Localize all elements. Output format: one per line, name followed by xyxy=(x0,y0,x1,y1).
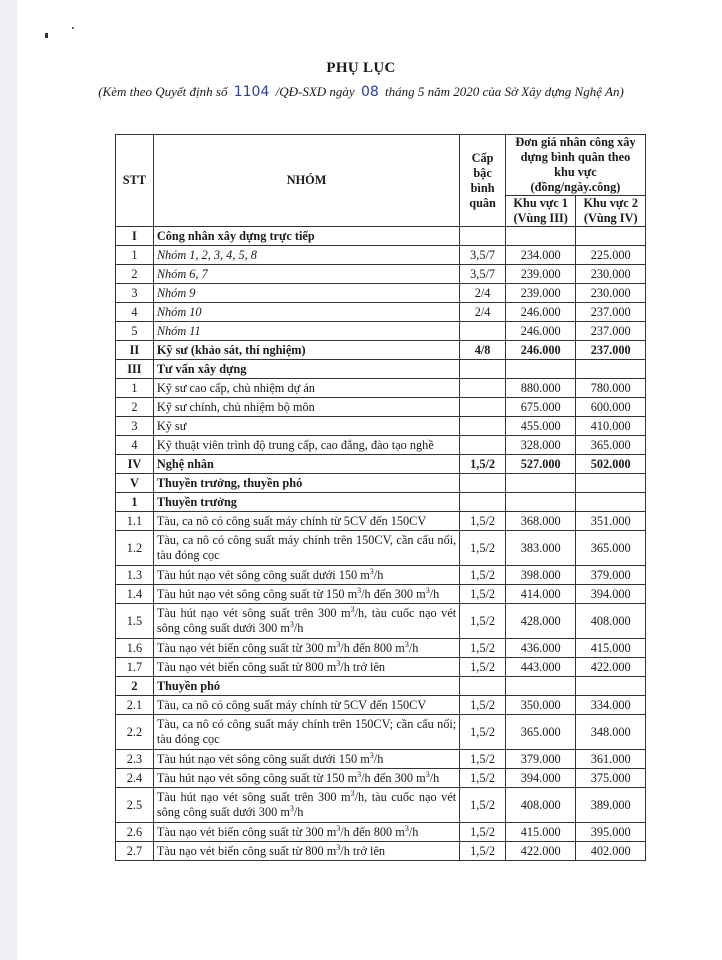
row-region-1-price: 414.000 xyxy=(505,585,576,604)
row-region-1-price: 246.000 xyxy=(505,341,576,360)
row-region-2-price: 230.000 xyxy=(576,265,646,284)
row-region-2-price: 365.000 xyxy=(576,531,646,566)
row-stt: III xyxy=(116,360,154,379)
row-stt: 1.4 xyxy=(116,585,154,604)
table-body xyxy=(116,227,646,861)
row-grade: 1,5/2 xyxy=(460,750,506,769)
row-name: Tàu hút nạo vét sông suất trên 300 $m^3/h$, tàu cuốc nạo vét sông công suất dưới 300 $m^3/h$ xyxy=(153,788,459,823)
row-region-1-price: 455.000 xyxy=(505,417,576,436)
row-name: Kỹ sư chính, chủ nhiệm bộ môn xyxy=(153,398,459,417)
row-region-1-price: 239.000 xyxy=(505,265,576,284)
table-row xyxy=(116,750,646,769)
row-grade xyxy=(460,493,506,512)
row-stt: 1.5 xyxy=(116,604,154,639)
page-left-margin xyxy=(0,0,17,960)
row-stt: 1 xyxy=(116,493,154,512)
row-stt: 1.3 xyxy=(116,566,154,585)
row-grade: 1,5/2 xyxy=(460,842,506,861)
table-row xyxy=(116,474,646,493)
table-row xyxy=(116,493,646,512)
table-row xyxy=(116,604,646,639)
table-row xyxy=(116,696,646,715)
row-region-1-price: 428.000 xyxy=(505,604,576,639)
row-name: Nhóm 11 xyxy=(153,322,459,341)
row-name: Tư vấn xây dựng xyxy=(153,360,459,379)
table-row xyxy=(116,341,646,360)
row-region-2-price: 237.000 xyxy=(576,303,646,322)
row-region-2-price: 361.000 xyxy=(576,750,646,769)
row-grade: 1,5/2 xyxy=(460,604,506,639)
row-grade: 1,5/2 xyxy=(460,531,506,566)
row-region-1-price: 443.000 xyxy=(505,658,576,677)
table-row xyxy=(116,284,646,303)
row-region-1-price: 383.000 xyxy=(505,531,576,566)
row-region-2-price: 410.000 xyxy=(576,417,646,436)
row-region-1-price: 368.000 xyxy=(505,512,576,531)
row-region-2-price: 394.000 xyxy=(576,585,646,604)
row-name: Thuyền phó xyxy=(153,677,459,696)
header-region-1: Khu vực 1 (Vùng III) xyxy=(505,196,576,227)
row-grade: 3,5/7 xyxy=(460,265,506,284)
table-row xyxy=(116,566,646,585)
row-region-1-price: 246.000 xyxy=(505,303,576,322)
row-region-2-price: 348.000 xyxy=(576,715,646,750)
row-grade xyxy=(460,417,506,436)
table-row xyxy=(116,360,646,379)
table-row xyxy=(116,823,646,842)
table-row xyxy=(116,455,646,474)
row-name: Thuyền trưởng xyxy=(153,493,459,512)
row-grade xyxy=(460,436,506,455)
row-name: Tàu nạo vét biển công suất từ 800 $m^3/h$ trở lên xyxy=(153,842,459,861)
table-row xyxy=(116,322,646,341)
row-region-2-price xyxy=(576,493,646,512)
row-grade: 3,5/7 xyxy=(460,246,506,265)
row-region-1-price: 239.000 xyxy=(505,284,576,303)
table-row xyxy=(116,531,646,566)
row-region-2-price: 237.000 xyxy=(576,322,646,341)
row-stt: 2.5 xyxy=(116,788,154,823)
row-grade xyxy=(460,398,506,417)
row-name: Nhóm 9 xyxy=(153,284,459,303)
row-grade: 1,5/2 xyxy=(460,512,506,531)
row-stt: 2 xyxy=(116,398,154,417)
row-name: Tàu hút nạo vét sông công suất dưới 150 $m^3/h$ xyxy=(153,566,459,585)
row-name: Nhóm 10 xyxy=(153,303,459,322)
document-subtitle xyxy=(0,84,722,100)
subtitle-prefix: (Kèm theo Quyết định số xyxy=(98,84,228,99)
row-stt: 3 xyxy=(116,417,154,436)
row-region-1-price: 527.000 xyxy=(505,455,576,474)
header-price-group: Đơn giá nhân công xây dựng bình quân theo khu vực (đồng/ngày.công) xyxy=(505,135,645,196)
row-region-1-price: 234.000 xyxy=(505,246,576,265)
row-name: Tàu hút nạo vét sông công suất từ 150 $m^3/h$ đến 300 $m^3/h$ xyxy=(153,585,459,604)
row-region-2-price: 408.000 xyxy=(576,604,646,639)
row-grade: 1,5/2 xyxy=(460,566,506,585)
row-region-2-price: 422.000 xyxy=(576,658,646,677)
table-row xyxy=(116,658,646,677)
row-name: Kỹ sư xyxy=(153,417,459,436)
row-stt: 2 xyxy=(116,265,154,284)
row-region-1-price xyxy=(505,360,576,379)
row-name: Tàu, ca nô có công suất máy chính từ 5CV đến 150CV xyxy=(153,512,459,531)
row-name: Nghệ nhân xyxy=(153,455,459,474)
row-region-2-price: 237.000 xyxy=(576,341,646,360)
handwritten-day: 08 xyxy=(360,84,379,100)
row-region-2-price: 395.000 xyxy=(576,823,646,842)
row-region-1-price: 350.000 xyxy=(505,696,576,715)
row-name: Kỹ sư cao cấp, chủ nhiệm dự án xyxy=(153,379,459,398)
row-region-1-price xyxy=(505,493,576,512)
table-row xyxy=(116,246,646,265)
row-region-1-price xyxy=(505,677,576,696)
row-grade: 1,5/2 xyxy=(460,823,506,842)
row-stt: I xyxy=(116,227,154,246)
row-grade: 1,5/2 xyxy=(460,658,506,677)
table-row xyxy=(116,227,646,246)
row-grade xyxy=(460,474,506,493)
row-name: Nhóm 6, 7 xyxy=(153,265,459,284)
row-name: Công nhân xây dựng trực tiếp xyxy=(153,227,459,246)
scan-speck xyxy=(45,33,48,38)
row-region-2-price: 230.000 xyxy=(576,284,646,303)
row-region-2-price: 389.000 xyxy=(576,788,646,823)
row-region-1-price: 675.000 xyxy=(505,398,576,417)
row-region-1-price: 408.000 xyxy=(505,788,576,823)
row-name: Kỹ thuật viên trình độ trung cấp, cao đẳng, đào tạo nghề xyxy=(153,436,459,455)
row-stt: 1.7 xyxy=(116,658,154,677)
row-name: Thuyền trưởng, thuyền phó xyxy=(153,474,459,493)
table-row xyxy=(116,639,646,658)
table-row xyxy=(116,715,646,750)
row-grade: 2/4 xyxy=(460,284,506,303)
row-region-2-price xyxy=(576,360,646,379)
table-row xyxy=(116,677,646,696)
row-stt: 2 xyxy=(116,677,154,696)
row-region-2-price: 780.000 xyxy=(576,379,646,398)
row-name: Tàu hút nạo vét sông suất trên 300 $m^3/h$, tàu cuốc nạo vét sông công suất dưới 300 $m^3/h$ xyxy=(153,604,459,639)
row-region-1-price: 880.000 xyxy=(505,379,576,398)
row-stt: 1 xyxy=(116,246,154,265)
row-region-1-price xyxy=(505,474,576,493)
row-stt: 1.6 xyxy=(116,639,154,658)
row-grade: 1,5/2 xyxy=(460,788,506,823)
row-region-2-price xyxy=(576,474,646,493)
row-region-1-price: 328.000 xyxy=(505,436,576,455)
row-stt: II xyxy=(116,341,154,360)
row-region-1-price xyxy=(505,227,576,246)
row-region-1-price: 436.000 xyxy=(505,639,576,658)
row-region-1-price: 394.000 xyxy=(505,769,576,788)
row-name: Tàu nạo vét biển công suất từ 800 $m^3/h$ trở lên xyxy=(153,658,459,677)
row-region-2-price xyxy=(576,227,646,246)
table-row xyxy=(116,585,646,604)
header-grade: Cấp bậc bình quân xyxy=(460,135,506,227)
table-row xyxy=(116,303,646,322)
row-stt: 3 xyxy=(116,284,154,303)
row-name: Tàu nạo vét biển công suất từ 300 $m^3/h$ đến 800 $m^3/h$ xyxy=(153,639,459,658)
row-grade xyxy=(460,322,506,341)
row-grade: 1,5/2 xyxy=(460,455,506,474)
row-region-1-price: 379.000 xyxy=(505,750,576,769)
table-row xyxy=(116,417,646,436)
row-name: Nhóm 1, 2, 3, 4, 5, 8 xyxy=(153,246,459,265)
row-stt: 4 xyxy=(116,436,154,455)
row-name: Tàu hút nạo vét sông công suất dưới 150 $m^3/h$ xyxy=(153,750,459,769)
row-name: Tàu hút nạo vét sông công suất từ 150 $m^3/h$ đến 300 $m^3/h$ xyxy=(153,769,459,788)
table-row xyxy=(116,379,646,398)
row-stt: 2.6 xyxy=(116,823,154,842)
row-region-1-price: 365.000 xyxy=(505,715,576,750)
row-region-2-price: 365.000 xyxy=(576,436,646,455)
row-region-1-price: 398.000 xyxy=(505,566,576,585)
document-title: PHỤ LỤC xyxy=(326,60,396,76)
row-grade: 1,5/2 xyxy=(460,769,506,788)
row-name: Kỹ sư (khảo sát, thí nghiệm) xyxy=(153,341,459,360)
table-row xyxy=(116,265,646,284)
row-grade: 2/4 xyxy=(460,303,506,322)
row-region-2-price: 351.000 xyxy=(576,512,646,531)
table-row xyxy=(116,788,646,823)
row-stt: 1.1 xyxy=(116,512,154,531)
row-stt: 2.2 xyxy=(116,715,154,750)
row-stt: 5 xyxy=(116,322,154,341)
row-region-2-price: 402.000 xyxy=(576,842,646,861)
row-name: Tàu, ca nô có công suất máy chính từ 5CV đến 150CV xyxy=(153,696,459,715)
table-row xyxy=(116,398,646,417)
row-region-1-price: 246.000 xyxy=(505,322,576,341)
row-grade xyxy=(460,227,506,246)
row-stt: 1 xyxy=(116,379,154,398)
row-grade: 4/8 xyxy=(460,341,506,360)
row-stt: V xyxy=(116,474,154,493)
subtitle-middle: /QĐ-SXD ngày xyxy=(275,84,355,99)
scan-speck xyxy=(72,27,74,29)
table-row xyxy=(116,769,646,788)
subtitle-suffix: tháng 5 năm 2020 của Sở Xây dựng Nghệ An) xyxy=(385,84,624,99)
row-stt: 2.4 xyxy=(116,769,154,788)
row-stt: 1.2 xyxy=(116,531,154,566)
row-grade xyxy=(460,360,506,379)
row-stt: 2.7 xyxy=(116,842,154,861)
handwritten-decision-number: 1104 xyxy=(233,84,270,100)
header-group: NHÓM xyxy=(153,135,459,227)
row-grade xyxy=(460,379,506,398)
table-row xyxy=(116,512,646,531)
row-grade: 1,5/2 xyxy=(460,585,506,604)
row-grade xyxy=(460,677,506,696)
row-grade: 1,5/2 xyxy=(460,715,506,750)
row-grade: 1,5/2 xyxy=(460,639,506,658)
row-region-2-price xyxy=(576,677,646,696)
header-stt: STT xyxy=(116,135,154,227)
row-region-2-price: 600.000 xyxy=(576,398,646,417)
row-name: Tàu, ca nô có công suất máy chính trên 150CV; cần cẩu nổi; tàu đóng cọc xyxy=(153,715,459,750)
row-region-2-price: 415.000 xyxy=(576,639,646,658)
header-region-2: Khu vực 2 (Vùng IV) xyxy=(576,196,646,227)
row-region-2-price: 502.000 xyxy=(576,455,646,474)
table-row xyxy=(116,436,646,455)
row-grade: 1,5/2 xyxy=(460,696,506,715)
row-stt: 4 xyxy=(116,303,154,322)
row-region-2-price: 225.000 xyxy=(576,246,646,265)
row-region-2-price: 379.000 xyxy=(576,566,646,585)
row-region-1-price: 422.000 xyxy=(505,842,576,861)
row-name: Tàu, ca nô có công suất máy chính trên 150CV, cần cẩu nổi, tàu đóng cọc xyxy=(153,531,459,566)
labor-price-table xyxy=(115,134,646,861)
row-name: Tàu nạo vét biển công suất từ 300 $m^3/h$ đến 800 $m^3/h$ xyxy=(153,823,459,842)
table-row xyxy=(116,842,646,861)
row-stt: IV xyxy=(116,455,154,474)
row-region-2-price: 375.000 xyxy=(576,769,646,788)
row-stt: 2.1 xyxy=(116,696,154,715)
row-region-2-price: 334.000 xyxy=(576,696,646,715)
row-stt: 2.3 xyxy=(116,750,154,769)
row-region-1-price: 415.000 xyxy=(505,823,576,842)
